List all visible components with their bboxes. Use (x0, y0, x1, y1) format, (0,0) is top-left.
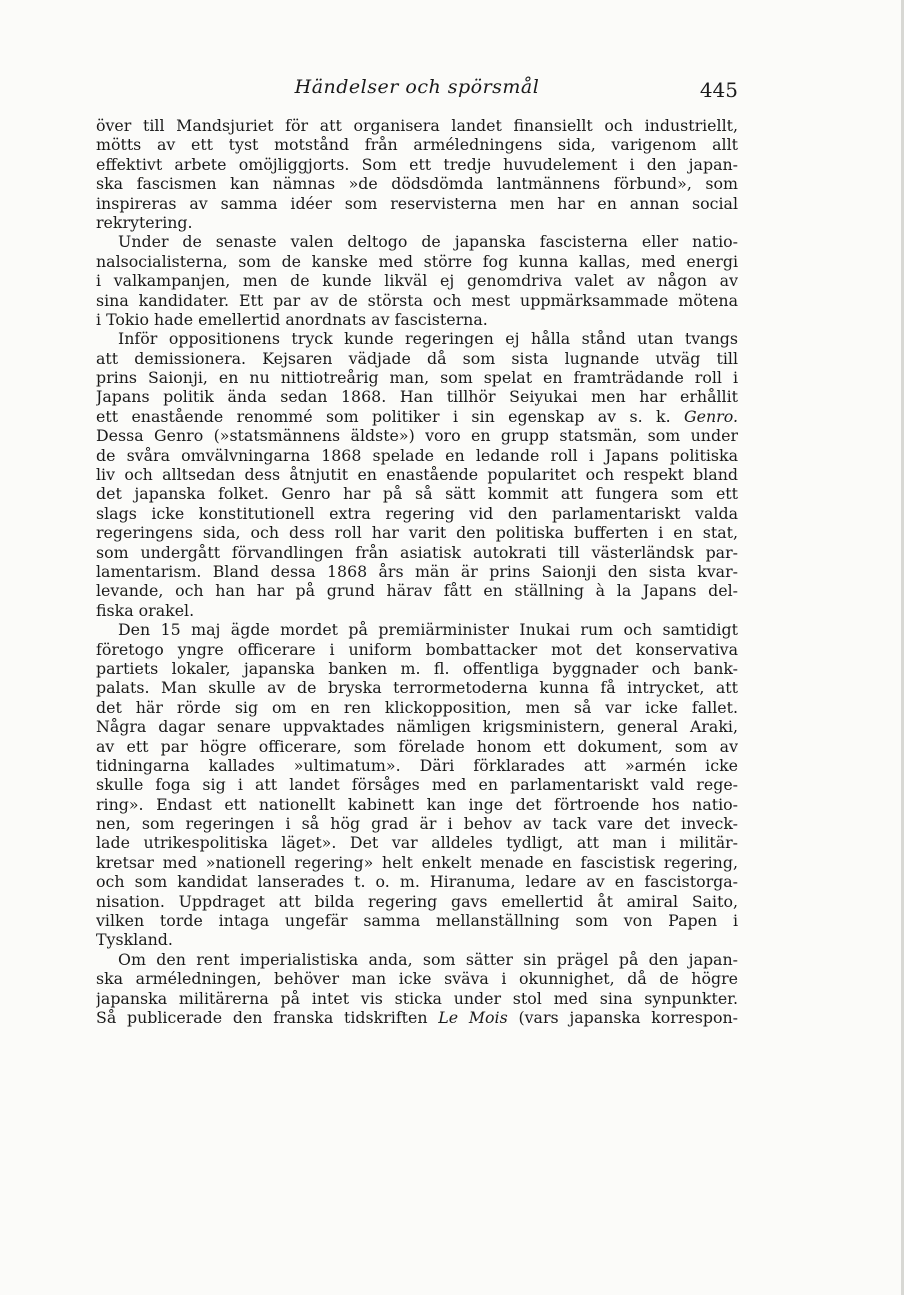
text-line-content: liv och alltsedan dess åtnjutit en enastående popularitet och respekt bland (96, 465, 738, 485)
text-line-content: lade utrikespolitiska läget». Det var alldeles tydligt, att man i militär- (96, 833, 738, 853)
page-header (96, 76, 738, 106)
text-line (96, 969, 738, 988)
text-line-content: Så publicerade den franska tidskriften (96, 1007, 428, 1027)
body-text (96, 116, 738, 1027)
text-line (96, 872, 738, 891)
text-line-content: Tyskland. (96, 930, 173, 950)
text-line-content: som undergått förvandlingen från asiatisk autokrati till västerländsk par- (96, 542, 738, 562)
text-line (96, 484, 738, 503)
text-line-content: Under de senaste valen deltogo de japanska fascisterna eller natio- (118, 232, 738, 252)
text-line (96, 291, 738, 310)
text-line-content: nalsocialisterna, som de kanske med större fog kunna kallas, med energi (96, 251, 738, 271)
text-line (96, 174, 738, 193)
text-line (96, 194, 738, 213)
text-line (96, 737, 738, 756)
text-line-content: sina kandidater. Ett par av de största och mest uppmärksammade mötena (96, 290, 738, 310)
running-title: Händelser och spörsmål (294, 76, 540, 98)
text-line (96, 252, 738, 271)
text-line (96, 601, 738, 620)
text-line (96, 213, 738, 232)
text-line-content: levande, och han har på grund härav fått en ställning à la Japans del- (96, 581, 738, 601)
text-line (96, 232, 738, 251)
text-line-content: de svåra omvälvningarna 1868 spelade en ledande roll i Japans politiska (96, 445, 738, 465)
text-line-content: av ett par högre officerare, som förelade honom ett dokument, som av (96, 736, 738, 756)
text-line (96, 407, 738, 426)
text-line-content: företogo yngre officerare i uniform bombattacker mot det konservativa (96, 639, 738, 659)
text-line-content: det japanska folket. Genro har på så sätt kommit att fungera som ett (96, 484, 738, 504)
text-line (96, 833, 738, 852)
text-line-content: Om den rent imperialistiska anda, som sätter sin prägel på den japan- (118, 949, 738, 969)
text-line-content: Inför oppositionens tryck kunde regeringen ej hålla stånd utan tvangs (118, 329, 738, 349)
text-line-content: effektivt arbete omöjliggjorts. Som ett tredje huvudelement i den japan- (96, 154, 738, 174)
text-line (96, 387, 738, 406)
text-line (96, 349, 738, 368)
text-line (96, 155, 738, 174)
page-number: 445 (699, 78, 738, 102)
text-line-content: Japans politik ända sedan 1868. Han tillhör Seiyukai men har erhållit (96, 387, 738, 407)
text-line (96, 446, 738, 465)
text-line-content: ska arméledningen, behöver man icke sväva i okunnighet, då de högre (96, 969, 738, 989)
text-line-content: partiets lokaler, japanska banken m. fl. offentliga byggnader och bank- (96, 658, 738, 678)
text-line-content: det här rörde sig om en ren klickopposition, men så var icke fallet. (96, 697, 738, 717)
text-line-content: Några dagar senare uppvaktades nämligen krigsministern, general Araki, (96, 717, 738, 737)
text-line-content: skulle foga sig i att landet försåges med en parlamentariskt vald rege- (96, 775, 738, 795)
text-line-content: mötts av ett tyst motstånd från arméledningens sida, varigenom allt (96, 135, 738, 155)
text-line (96, 989, 738, 1008)
text-line (96, 135, 738, 154)
text-line-content: Dessa Genro (»statsmännens äldste») voro en grupp statsmän, som under (96, 426, 738, 446)
text-line (96, 1008, 738, 1027)
text-line (96, 678, 738, 697)
text-line (96, 775, 738, 794)
text-line (96, 271, 738, 290)
text-line (96, 543, 738, 562)
text-line (96, 698, 738, 717)
text-line (96, 523, 738, 542)
text-line (96, 950, 738, 969)
text-line-content: och som kandidat lanserades t. o. m. Hiranuma, ledare av en fascistorga- (96, 872, 738, 892)
text-line-content: nisation. Uppdraget att bilda regering gavs emellertid åt amiral Saito, (96, 891, 738, 911)
text-line (96, 659, 738, 678)
text-line (96, 911, 738, 930)
text-line-content: slags icke konstitutionell extra regering vid den parlamentariskt valda (96, 503, 738, 523)
text-line-content: tidningarna kallades »ultimatum». Däri förklarades att »armén icke (96, 755, 738, 775)
text-line (96, 853, 738, 872)
text-line (96, 814, 738, 833)
text-line (96, 310, 738, 329)
text-line (96, 465, 738, 484)
text-line (96, 795, 738, 814)
italic-title: Le Mois (438, 1007, 508, 1027)
italic-term: Genro. (684, 406, 738, 426)
text-line-content: Den 15 maj ägde mordet på premiärminister Inukai rum och samtidigt (118, 620, 738, 640)
text-line (96, 562, 738, 581)
text-line (96, 640, 738, 659)
text-line (96, 116, 738, 135)
text-line-content: regeringens sida, och dess roll har varit den politiska bufferten i en stat, (96, 523, 738, 543)
text-line-content: i Tokio hade emellertid anordnats av fascisterna. (96, 309, 488, 329)
text-line (96, 717, 738, 736)
text-line (96, 368, 738, 387)
text-line-content: prins Saionji, en nu nittiotreårig man, som spelat en framträdande roll i (96, 368, 738, 388)
text-line-content: i valkampanjen, men de kunde likväl ej genomdriva valet av någon av (96, 271, 738, 291)
text-line (96, 930, 738, 949)
text-line-content: att demissionera. Kejsaren vädjade då som sista lugnande utväg till (96, 348, 738, 368)
text-line-content: japanska militärerna på intet vis sticka under stol med sina synpunkter. (96, 988, 738, 1008)
text-line (96, 892, 738, 911)
text-line-content: fiska orakel. (96, 600, 195, 620)
text-line-tail: (vars japanska korrespon- (518, 1007, 738, 1027)
text-line-content: ett enastående renommé som politiker i sin egenskap av s. k. (96, 406, 671, 426)
text-line-content: ska fascismen kan nämnas »de dödsdömda lantmännens förbund», som (96, 174, 738, 194)
text-line-content: inspireras av samma idéer som reservisterna men har en annan social (96, 193, 738, 213)
text-line (96, 426, 738, 445)
text-line-content: palats. Man skulle av de bryska terrormetoderna kunna få intrycket, att (96, 678, 738, 698)
text-line (96, 581, 738, 600)
text-line-content: lamentarism. Bland dessa 1868 års män är prins Saionji den sista kvar- (96, 561, 738, 581)
text-line (96, 620, 738, 639)
text-line-content: vilken torde intaga ungefär samma mellanställning som von Papen i (96, 911, 738, 931)
text-line (96, 756, 738, 775)
text-line-content: över till Mandsjuriet för att organisera landet finansiellt och industriellt, (96, 116, 738, 135)
text-line-content: nen, som regeringen i så hög grad är i behov av tack vare det inveck- (96, 814, 738, 834)
text-line-content: rekrytering. (96, 212, 193, 232)
text-line-content: kretsar med »nationell regering» helt enkelt menade en fascistisk regering, (96, 852, 738, 872)
text-line (96, 504, 738, 523)
text-line-content: ring». Endast ett nationellt kabinett kan inge det förtroende hos natio- (96, 794, 738, 814)
text-line (96, 329, 738, 348)
